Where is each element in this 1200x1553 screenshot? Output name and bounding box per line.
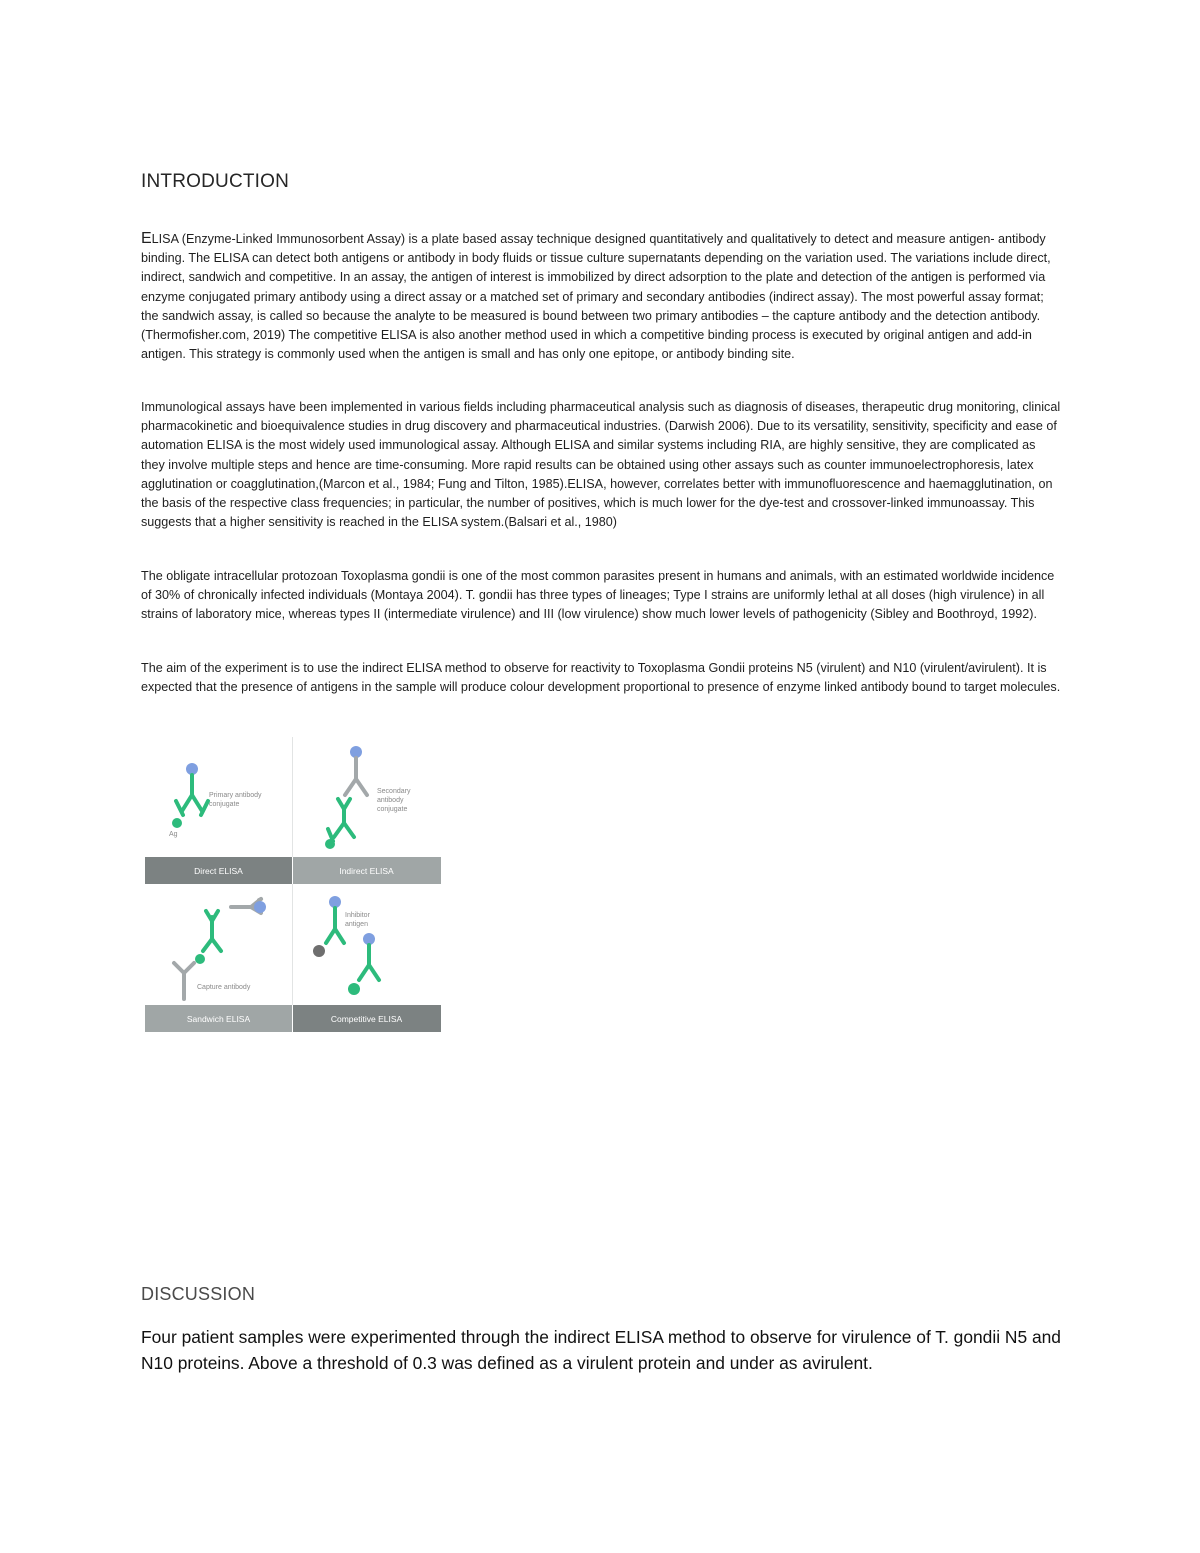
secondary-conjugate-label-3: conjugate xyxy=(377,806,408,813)
secondary-conjugate-label-2: antibody xyxy=(377,797,404,804)
intro-paragraph-4: The aim of the experiment is to use the indirect ELISA method to observe for reactivity to Toxoplasma Gondii proteins N5 (virulent) and N10 (virulent/avirulent). It is expected that the presence of antigens in the sample will produce colour development proportional to presence of enzyme linked antibody bound to target molecules. xyxy=(141,661,1061,695)
inhibitor-antigen-label-2: antigen xyxy=(345,921,368,928)
antigen-dot xyxy=(195,954,205,964)
primary-conjugate-label-2: conjugate xyxy=(209,801,240,808)
drop-cap: E xyxy=(141,230,152,247)
enzyme-dot xyxy=(254,901,266,913)
discussion-paragraph: Four patient samples were experimented through the indirect ELISA method to observe for virulence of T. gondii N5 and N10 proteins. Above a threshold of 0.3 was defined as a virulent protein and under as avirulent. xyxy=(141,1327,1061,1373)
discussion-heading: DISCUSSION xyxy=(141,1284,256,1304)
antigen-dot xyxy=(172,818,182,828)
intro-paragraph-1-text: LISA (Enzyme-Linked Immunosorbent Assay) is a plate based assay technique designed quantitatively and qualitatively to detect and measure antigen- antibody binding. The ELISA can detect both antigens or antibody in body fluids or tissue culture supernatants depending on the variation used. The variations include direct, indirect, sandwich and competitive. In an assay, the antigen of interest is immobilized by direct adsorption to the plate and detection of the antigen is performed via enzyme conjugated primary antibody using a direct assay or a matched set of primary and secondary antibodies (indirect assay). The most powerful assay format; the sandwich assay, is called so because the analyte to be measured is bound between two primary antibodies – the capture antibody and the detection antibody. (Thermofisher.com, 2019) The competitive ELISA is also another method used in which a competitive binding process is executed by original antigen and add-in antigen. This strategy is commonly used when the antigen is small and has only one epitope, or antibody binding site. xyxy=(141,232,1051,362)
primary-conjugate-label-1: Primary antibody xyxy=(209,792,262,799)
direct-elisa-label: Direct ELISA xyxy=(194,866,243,876)
indirect-elisa-label: Indirect ELISA xyxy=(339,866,394,876)
antigen-dot xyxy=(348,983,360,995)
inhibitor-antigen-dot xyxy=(313,945,325,957)
elisa-diagram xyxy=(145,737,441,1032)
intro-paragraph-1 xyxy=(141,229,1061,364)
inhibitor-antigen-label-1: Inhibitor xyxy=(345,912,370,919)
antigen-dot xyxy=(325,839,335,849)
sandwich-elisa-label: Sandwich ELISA xyxy=(186,1014,251,1024)
secondary-conjugate-label-1: Secondary xyxy=(377,788,411,795)
capture-antibody-label: Capture antibody xyxy=(197,984,251,991)
ag-label: Ag xyxy=(169,831,178,838)
intro-paragraph-3: The obligate intracellular protozoan Toxoplasma gondii is one of the most common parasites present in humans and animals, with an estimated worldwide incidence of 30% of chronically infected individuals (Montaya 2004). T. gondii has three types of lineages; Type I strains are uniformly lethal at all doses (high virulence) in all strains of laboratory mice, whereas types II (intermediate virulence) and III (low virulence) show much lower levels of pathogenicity (Sibley and Boothroyd, 1992). xyxy=(141,569,1055,622)
elisa-types-figure xyxy=(145,737,441,1032)
introduction-heading: INTRODUCTION xyxy=(141,171,290,192)
intro-paragraph-2: Immunological assays have been implemented in various fields including pharmaceutical analysis such as diagnosis of diseases, therapeutic drug monitoring, clinical pharmacokinetic and bioequivalence studies in drug discovery and pharmaceutical industries. (Darwish 2006). Due to its versatility, sensitivity, specificity and ease of automation ELISA is the most widely used immunological assay. Although ELISA and similar systems including RIA, are highly sensitive, they are complicated as they involve multiple steps and hence are time-consuming. More rapid results can be obtained using other assays such as counter immunoelectrophoresis, latex agglutination or coagglutination,(Marcon et al., 1984; Fung and Tilton, 1985).ELISA, however, correlates better with immunofluorescence and haemagglutination, on the basis of the respective class frequencies; in particular, the number of positives, which is much lower for the dye-test and crossover-linked immunoassay. This suggests that a higher sensitivity is reached in the ELISA system.(Balsari et al., 1980) xyxy=(141,400,1061,530)
competitive-elisa-label: Competitive ELISA xyxy=(330,1014,403,1024)
